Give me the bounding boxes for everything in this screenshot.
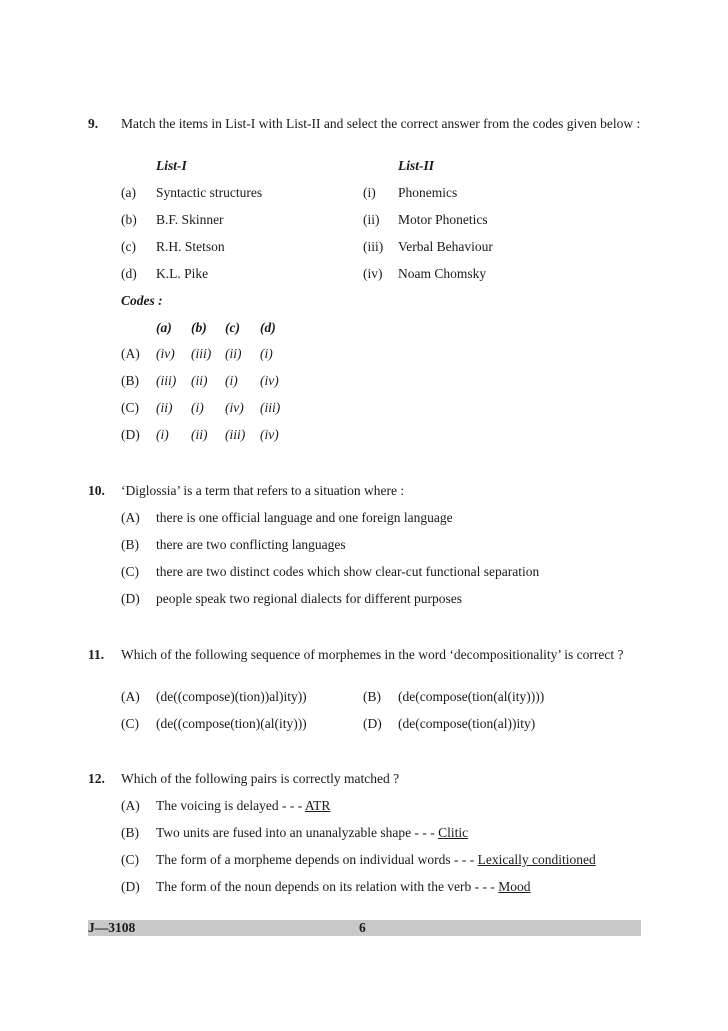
option-text: (de(compose(tion(al(ity)))) — [398, 689, 545, 704]
code-value: (i) — [260, 346, 273, 361]
list-2-item: Noam Chomsky — [398, 266, 487, 281]
matched-term: Lexically conditioned — [477, 852, 596, 867]
option-label: (C) — [121, 716, 139, 731]
option-text — [156, 879, 531, 895]
question-stem: Which of the following sequence of morphemes in the word ‘decompositionality’ is correct ? — [121, 647, 624, 662]
code-value: (iii) — [260, 400, 281, 415]
code-value: (iii) — [225, 427, 246, 442]
question-number: 12. — [88, 771, 105, 786]
list-2-label: (ii) — [363, 212, 380, 227]
list-1-item: Syntactic structures — [156, 185, 263, 200]
list-1-item: B.F. Skinner — [156, 212, 224, 227]
code-option: (C) — [121, 400, 139, 415]
option-description: Two units are fused into an unanalyzable shape - - - — [156, 825, 439, 840]
option-label: (A) — [121, 689, 140, 704]
option-label: (D) — [121, 879, 140, 894]
codes-label: Codes : — [121, 293, 163, 308]
option-text: there are two distinct codes which show clear-cut functional separation — [156, 564, 540, 579]
code-option: (B) — [121, 373, 139, 388]
list-1-label: (b) — [121, 212, 137, 227]
list-2-item: Phonemics — [398, 185, 458, 200]
list-2-heading: List-II — [398, 158, 435, 173]
question-stem: Match the items in List-I with List-II and select the correct answer from the codes given below : — [121, 116, 641, 131]
code-value: (ii) — [191, 427, 208, 442]
list-1-heading: List-I — [156, 158, 187, 173]
option-text — [156, 798, 330, 814]
code-value: (ii) — [191, 373, 208, 388]
code-value: (iii) — [191, 346, 212, 361]
question-number: 9. — [88, 116, 99, 131]
list-1-label: (a) — [121, 185, 136, 200]
option-text: (de((compose(tion)(al(ity))) — [156, 716, 307, 731]
option-description: The form of the noun depends on its relation with the verb - - - — [156, 879, 499, 894]
page-number: 6 — [359, 920, 366, 935]
code-header: (d) — [260, 320, 276, 335]
code-header: (a) — [156, 320, 172, 335]
option-text — [156, 825, 468, 841]
option-label: (C) — [121, 852, 139, 867]
paper-code: J—3108 — [88, 920, 136, 935]
list-2-label: (i) — [363, 185, 376, 200]
matched-term: Clitic — [438, 825, 469, 840]
code-value: (ii) — [156, 400, 173, 415]
option-description: The voicing is delayed - - - — [156, 798, 305, 813]
list-2-label: (iii) — [363, 239, 384, 254]
code-value: (iv) — [225, 400, 244, 415]
option-description: The form of a morpheme depends on individual words - - - — [156, 852, 478, 867]
list-1-item: K.L. Pike — [156, 266, 209, 281]
code-option: (A) — [121, 346, 140, 361]
code-value: (ii) — [225, 346, 242, 361]
option-text: there is one official language and one foreign language — [156, 510, 453, 525]
list-2-item: Verbal Behaviour — [398, 239, 493, 254]
matched-term: Mood — [498, 879, 531, 894]
option-text — [156, 852, 596, 868]
code-value: (i) — [156, 427, 169, 442]
list-1-item: R.H. Stetson — [156, 239, 225, 254]
option-label: (A) — [121, 510, 140, 525]
code-value: (iv) — [260, 373, 279, 388]
code-header: (b) — [191, 320, 207, 335]
code-option: (D) — [121, 427, 140, 442]
option-label: (B) — [121, 825, 139, 840]
option-label: (C) — [121, 564, 139, 579]
code-value: (iv) — [260, 427, 279, 442]
list-2-item: Motor Phonetics — [398, 212, 488, 227]
option-label: (B) — [121, 537, 139, 552]
code-value: (i) — [191, 400, 204, 415]
option-label: (B) — [363, 689, 381, 704]
matched-term: ATR — [304, 798, 331, 813]
code-value: (i) — [225, 373, 238, 388]
list-1-label: (d) — [121, 266, 137, 281]
option-text: (de(compose(tion(al))ity) — [398, 716, 536, 731]
question-stem: Which of the following pairs is correctly matched ? — [121, 771, 400, 786]
option-text: people speak two regional dialects for different purposes — [156, 591, 463, 606]
question-stem: ‘Diglossia’ is a term that refers to a situation where : — [121, 483, 405, 498]
option-label: (A) — [121, 798, 140, 813]
question-number: 11. — [88, 647, 105, 662]
code-header: (c) — [225, 320, 240, 335]
code-value: (iii) — [156, 373, 177, 388]
option-label: (D) — [363, 716, 382, 731]
option-text: (de((compose)(tion))al)ity)) — [156, 689, 307, 704]
list-1-label: (c) — [121, 239, 136, 254]
option-label: (D) — [121, 591, 140, 606]
code-value: (iv) — [156, 346, 175, 361]
question-number: 10. — [88, 483, 105, 498]
option-text: there are two conflicting languages — [156, 537, 346, 552]
list-2-label: (iv) — [363, 266, 383, 281]
